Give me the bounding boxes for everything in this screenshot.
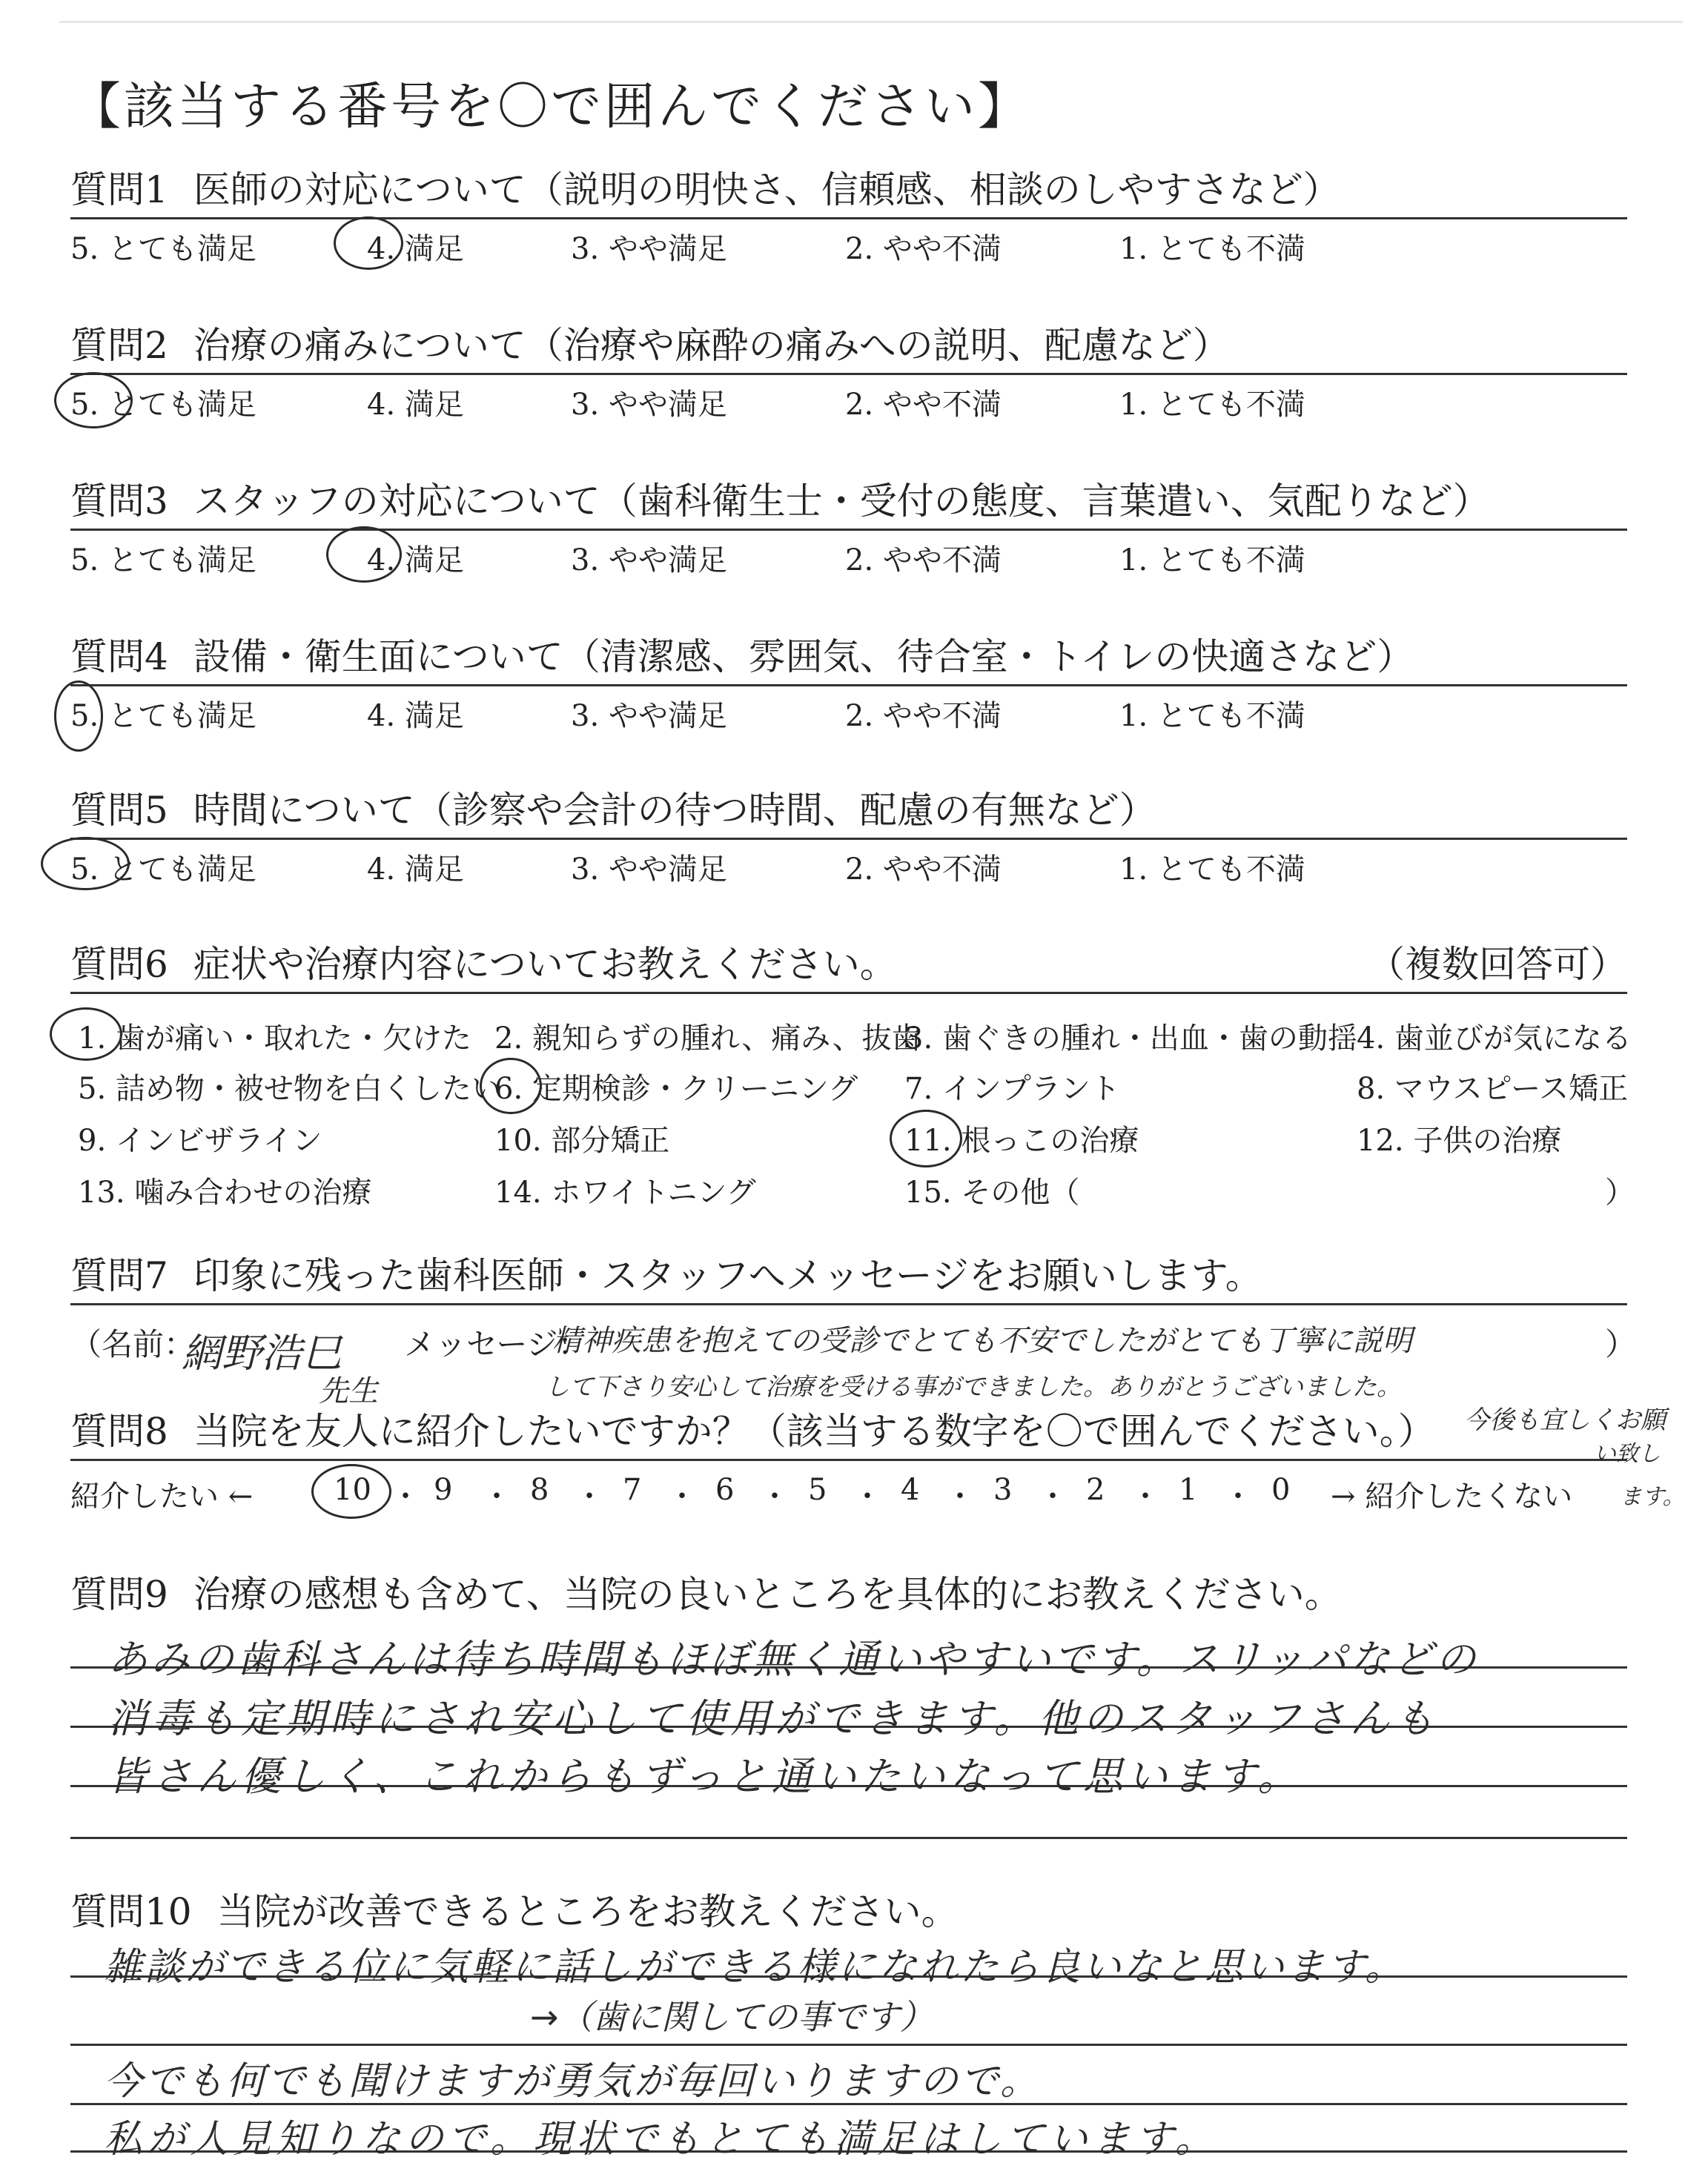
option-3[interactable]: 3. やや満足 <box>571 699 727 733</box>
handwritten-note: い致し <box>1594 1441 1661 1467</box>
question-number: 質問1 <box>70 168 168 211</box>
question-heading: 症状や治療内容についてお教えください。 <box>193 943 897 986</box>
question-heading: 当院が改善できるところをお教えください。 <box>216 1890 959 1933</box>
symptom-options <box>70 994 1635 1216</box>
multiple-answers-note: （複数回答可） <box>1368 943 1627 986</box>
symptom-option[interactable]: 11. 根っこの治療 <box>904 1124 1139 1158</box>
option-4[interactable]: 4. 満足 <box>367 543 464 577</box>
scale-separator: ・ <box>853 1480 882 1514</box>
scale-value-9[interactable]: 9 <box>434 1473 453 1507</box>
option-1[interactable]: 1. とても不満 <box>1119 852 1305 887</box>
scale-separator: ・ <box>391 1480 420 1514</box>
other-closing-paren: ） <box>1605 1176 1635 1210</box>
symptom-option[interactable]: 13. 噛み合わせの治療 <box>78 1176 372 1210</box>
question-number: 質問9 <box>70 1573 168 1616</box>
scale-separator: ・ <box>482 1480 512 1514</box>
scale-separator: ・ <box>945 1480 975 1514</box>
question-number: 質問6 <box>70 943 168 986</box>
scale-value-0[interactable]: 0 <box>1271 1473 1291 1507</box>
recommend-scale <box>70 1461 1627 1520</box>
scale-separator: ・ <box>1038 1480 1068 1514</box>
question-10 <box>70 1889 1627 1935</box>
symptom-option[interactable]: 9. インビザライン <box>78 1124 322 1158</box>
recommend-left-label: 紹介したい ← <box>70 1480 254 1514</box>
symptom-option[interactable]: 7. インプラント <box>904 1072 1120 1106</box>
option-2[interactable]: 2. やや不満 <box>845 543 1002 577</box>
option-3[interactable]: 3. やや満足 <box>571 232 727 266</box>
option-5[interactable]: 5. とても満足 <box>70 852 256 887</box>
option-4[interactable]: 4. 満足 <box>367 699 464 733</box>
symptom-option[interactable]: 5. 詰め物・被せ物を白くしたい <box>78 1072 501 1106</box>
handwritten-answer-line: →（歯に関しての事です） <box>530 1997 934 2037</box>
message-area <box>70 1305 1637 1409</box>
answer-lines-q9 <box>70 1623 1627 1846</box>
option-3[interactable]: 3. やや満足 <box>571 543 727 577</box>
name-label: （名前： <box>70 1326 196 1362</box>
option-4[interactable]: 4. 満足 <box>367 852 464 887</box>
scale-separator: ・ <box>575 1480 604 1514</box>
symptom-option[interactable]: 14. ホワイトニング <box>494 1176 756 1210</box>
message-label: メッセージ： <box>404 1326 589 1362</box>
handwritten-note: ます。 <box>1620 1484 1685 1510</box>
option-1[interactable]: 1. とても不満 <box>1119 388 1305 422</box>
scale-value-1[interactable]: 1 <box>1179 1473 1198 1507</box>
question-3 <box>70 478 1627 575</box>
rating-options <box>70 375 1627 420</box>
question-number: 質問5 <box>70 789 168 832</box>
scale-value-2[interactable]: 2 <box>1086 1473 1105 1507</box>
ruled-line <box>70 2044 1627 2046</box>
option-4[interactable]: 4. 満足 <box>367 388 464 422</box>
question-heading: 時間について（診察や会計の待つ時間、配慮の有無など） <box>193 789 1156 832</box>
answer-lines-q10 <box>70 1938 1627 2162</box>
symptom-option[interactable]: 12. 子供の治療 <box>1357 1124 1562 1158</box>
symptom-option[interactable]: 10. 部分矯正 <box>494 1124 670 1158</box>
question-heading: 治療の感想も含めて、当院の良いところを具体的にお教えください。 <box>193 1573 1342 1616</box>
option-5[interactable]: 5. とても満足 <box>70 388 256 422</box>
scale-value-4[interactable]: 4 <box>901 1473 920 1507</box>
handwritten-answer-line: 皆さん優しく、これからもずっと通いたいなって思います。 <box>107 1753 1302 1800</box>
handwritten-message-line: して下さり安心して治療を受ける事ができました。ありがとうございました。 <box>545 1372 1401 1401</box>
handwritten-title: 先生 <box>319 1374 378 1408</box>
option-3[interactable]: 3. やや満足 <box>571 852 727 887</box>
handwritten-note: 今後も宜しくお願 <box>1464 1405 1666 1435</box>
question-9 <box>70 1571 1627 1617</box>
option-3[interactable]: 3. やや満足 <box>571 388 727 422</box>
question-heading: 印象に残った歯科医師・スタッフへメッセージをお願いします。 <box>193 1254 1262 1297</box>
page-title: 【該当する番号を〇で囲んでください】 <box>70 78 1032 136</box>
question-heading: 医師の対応について（説明の明快さ、信頼感、相談のしやすさなど） <box>193 168 1340 211</box>
symptom-option[interactable]: 2. 親知らずの腫れ、痛み、抜歯 <box>494 1021 921 1056</box>
symptom-option-other[interactable]: 15. その他（ <box>904 1176 1080 1210</box>
handwritten-message-line: 精神疾患を抱えての受診でとても不安でしたがとても丁寧に説明 <box>552 1324 1412 1358</box>
handwritten-answer-line: 私が人見知りなので。現状でもとても満足はしています。 <box>104 2117 1218 2162</box>
handwritten-answer-line: 今でも何でも聞けますが勇気が毎回いりますので。 <box>104 2059 1041 2104</box>
question-7 <box>70 1253 1637 1409</box>
option-5[interactable]: 5. とても満足 <box>70 232 256 266</box>
scale-separator: ・ <box>1131 1480 1160 1514</box>
closing-paren: ） <box>1605 1326 1637 1362</box>
question-number: 質問10 <box>70 1890 192 1933</box>
question-heading: 治療の痛みについて（治療や麻酔の痛みへの説明、配慮など） <box>193 324 1230 367</box>
option-5[interactable]: 5. とても満足 <box>70 543 256 577</box>
symptom-option[interactable]: 8. マウスピース矯正 <box>1357 1072 1629 1106</box>
rating-options <box>70 219 1627 264</box>
option-1[interactable]: 1. とても不満 <box>1119 543 1305 577</box>
question-5 <box>70 787 1627 887</box>
symptom-option[interactable]: 4. 歯並びが気になる <box>1357 1021 1632 1056</box>
recommend-right-label: → 紹介したくない <box>1331 1480 1573 1514</box>
scale-value-8[interactable]: 8 <box>530 1473 549 1507</box>
handwritten-answer-line: あみの歯科さんは待ち時間もほぼ無く通いやすいです。スリッパなどの <box>107 1636 1479 1683</box>
option-4[interactable]: 4. 満足 <box>367 232 464 266</box>
question-8 <box>70 1405 1685 1520</box>
option-2[interactable]: 2. やや不満 <box>845 388 1002 422</box>
option-2[interactable]: 2. やや不満 <box>845 852 1002 887</box>
option-1[interactable]: 1. とても不満 <box>1119 232 1305 266</box>
scale-value-5[interactable]: 5 <box>808 1473 827 1507</box>
rating-options <box>70 840 1627 887</box>
question-6 <box>70 941 1635 1216</box>
scale-value-10[interactable]: 10 <box>334 1473 371 1507</box>
question-1 <box>70 167 1627 264</box>
scale-value-6[interactable]: 6 <box>715 1473 735 1507</box>
question-4 <box>70 634 1627 731</box>
top-border <box>59 21 1683 23</box>
scale-value-3[interactable]: 3 <box>993 1473 1013 1507</box>
question-number: 質問3 <box>70 480 168 523</box>
symptom-option[interactable]: 6. 定期検診・クリーニング <box>494 1072 858 1106</box>
handwritten-name: 網野浩巳 <box>182 1330 342 1377</box>
ruled-line <box>70 1837 1627 1839</box>
question-number: 質問7 <box>70 1254 168 1297</box>
question-2 <box>70 322 1627 420</box>
scale-separator: ・ <box>667 1480 697 1514</box>
question-number: 質問2 <box>70 324 168 367</box>
question-number: 質問8 <box>70 1410 168 1453</box>
symptom-option[interactable]: 1. 歯が痛い・取れた・欠けた <box>78 1021 471 1056</box>
option-5[interactable]: 5. とても満足 <box>70 699 256 733</box>
handwritten-answer-line: 消毒も定期時にされ安心して使用ができます。他のスタッフさんも <box>107 1695 1439 1742</box>
scale-separator: ・ <box>1223 1480 1253 1514</box>
question-heading: 当院を友人に紹介したいですか？（該当する数字を〇で囲んでください。） <box>193 1410 1435 1453</box>
option-2[interactable]: 2. やや不満 <box>845 232 1002 266</box>
question-heading: 設備・衛生面について（清潔感、雰囲気、待合室・トイレの快適さなど） <box>193 635 1414 678</box>
question-heading: スタッフの対応について（歯科衛生士・受付の態度、言葉遣い、気配りなど） <box>193 480 1490 523</box>
symptom-option[interactable]: 3. 歯ぐきの腫れ・出血・歯の動揺 <box>904 1021 1357 1056</box>
rating-options <box>70 686 1627 731</box>
handwritten-answer-line: 雑談ができる位に気軽に話しができる様になれたら良いなと思います。 <box>104 1945 1406 1990</box>
scale-separator: ・ <box>760 1480 790 1514</box>
scale-value-7[interactable]: 7 <box>623 1473 642 1507</box>
rating-options <box>70 531 1627 575</box>
option-1[interactable]: 1. とても不満 <box>1119 699 1305 733</box>
option-2[interactable]: 2. やや不満 <box>845 699 1002 733</box>
question-number: 質問4 <box>70 635 168 678</box>
